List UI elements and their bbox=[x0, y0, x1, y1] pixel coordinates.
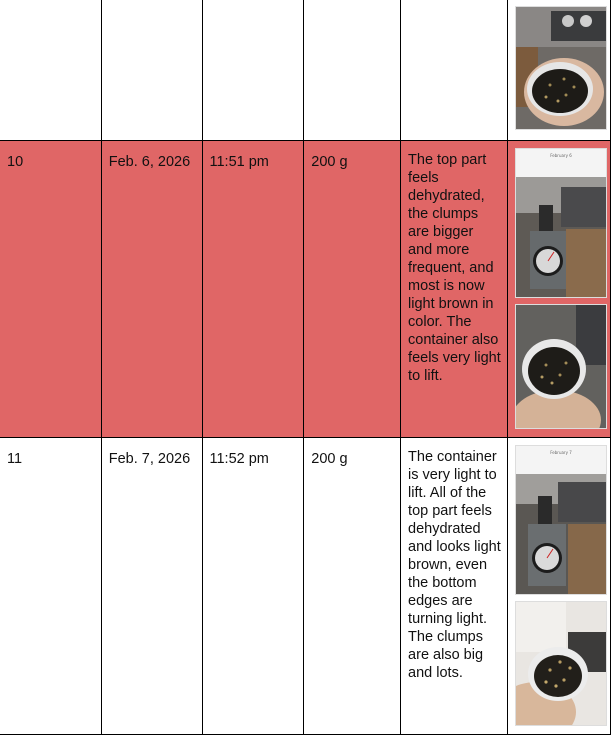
time-cell: 11:51 pm bbox=[202, 141, 304, 438]
table-row bbox=[0, 0, 611, 141]
time-cell bbox=[202, 0, 304, 141]
weight-cell: 200 g bbox=[304, 438, 401, 735]
photo-cell bbox=[507, 0, 610, 141]
container-photo bbox=[515, 601, 607, 726]
notes-cell: The top part feels dehydrated, the clumps are bigger and more frequent, and most is now light brown in color. The container also feels very light to lift. bbox=[401, 141, 508, 438]
id-cell: 11 bbox=[0, 438, 101, 735]
scale-photo bbox=[515, 148, 607, 298]
id-cell bbox=[0, 0, 101, 141]
svg-text:February 7: February 7 bbox=[550, 450, 572, 455]
date-cell bbox=[101, 0, 202, 141]
weight-cell: 200 g bbox=[304, 141, 401, 438]
container-photo bbox=[515, 304, 607, 429]
id-cell: 10 bbox=[0, 141, 101, 438]
container-photo bbox=[515, 6, 607, 130]
weight-cell bbox=[304, 0, 401, 141]
notes-cell: The container is very light to lift. All of the top part feels dehydrated and looks light brown, even the bottom edges are turning light. The clumps are also big and lots. bbox=[401, 438, 508, 735]
scale-photo bbox=[515, 445, 607, 595]
time-cell: 11:52 pm bbox=[202, 438, 304, 735]
date-cell: Feb. 7, 2026 bbox=[101, 438, 202, 735]
svg-text:February 6: February 6 bbox=[550, 153, 572, 158]
table-row bbox=[0, 141, 611, 438]
table-row bbox=[0, 438, 611, 735]
photo-cell bbox=[507, 438, 610, 735]
photo-cell bbox=[507, 141, 610, 438]
date-cell: Feb. 6, 2026 bbox=[101, 141, 202, 438]
notes-cell bbox=[401, 0, 508, 141]
